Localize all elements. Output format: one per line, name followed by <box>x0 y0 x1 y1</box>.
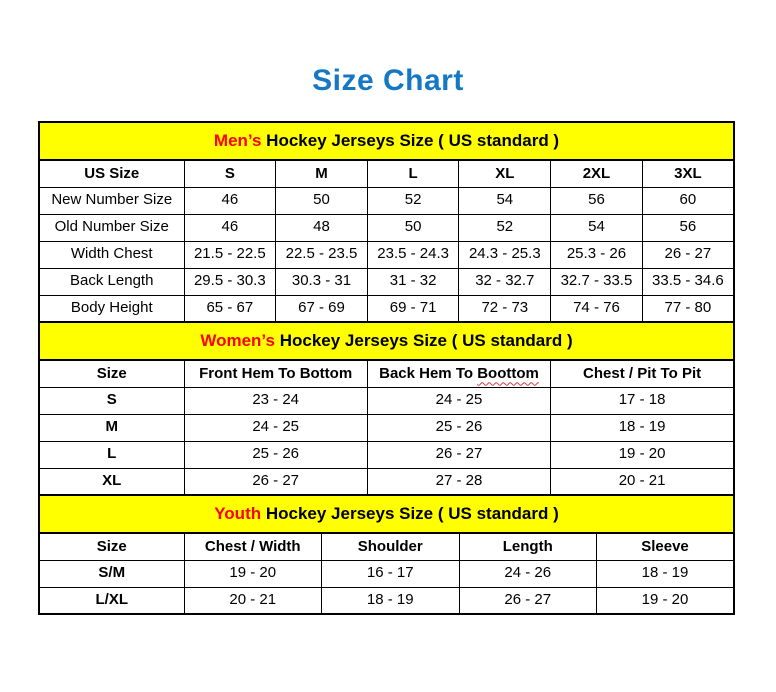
size-value-cell: 26 - 27 <box>642 241 734 268</box>
women-caption-highlight: Women’s <box>200 330 275 350</box>
row-label: M <box>39 414 184 441</box>
misspelled-word: Boottom <box>477 364 539 382</box>
size-value-cell: 48 <box>276 214 368 241</box>
table-row <box>39 241 734 268</box>
column-header: Chest / Pit To Pit <box>551 360 734 387</box>
size-value-cell: 54 <box>459 187 551 214</box>
women-section-caption <box>39 322 734 360</box>
women-caption-text: Hockey Jerseys Size ( US standard ) <box>274 330 573 350</box>
size-value-cell: 20 - 21 <box>184 587 322 614</box>
table-row <box>39 441 734 468</box>
size-value-cell: 17 - 18 <box>551 387 734 414</box>
column-header: Back Hem To Boottom <box>367 360 550 387</box>
size-value-cell: 26 - 27 <box>459 587 597 614</box>
row-label: Body Height <box>39 295 184 322</box>
column-header: Chest / Width <box>184 533 322 560</box>
men-caption-text: Hockey Jerseys Size ( US standard ) <box>261 130 560 150</box>
size-value-cell: 33.5 - 34.6 <box>642 268 734 295</box>
column-header: Size <box>39 533 184 560</box>
size-value-cell: 18 - 19 <box>597 560 735 587</box>
column-header: Size <box>39 360 184 387</box>
table-row <box>39 468 734 495</box>
column-header: S <box>184 160 276 187</box>
size-value-cell: 77 - 80 <box>642 295 734 322</box>
column-header: Shoulder <box>322 533 460 560</box>
youth-caption-text: Hockey Jerseys Size ( US standard ) <box>261 503 559 523</box>
table-row <box>39 414 734 441</box>
table-row <box>39 268 734 295</box>
size-value-cell: 56 <box>551 187 643 214</box>
size-value-cell: 54 <box>551 214 643 241</box>
size-value-cell: 31 - 32 <box>367 268 459 295</box>
row-label: New Number Size <box>39 187 184 214</box>
size-value-cell: 19 - 20 <box>597 587 735 614</box>
size-value-cell: 67 - 69 <box>276 295 368 322</box>
size-value-cell: 65 - 67 <box>184 295 276 322</box>
size-value-cell: 18 - 19 <box>322 587 460 614</box>
row-label: Width Chest <box>39 241 184 268</box>
youth-size-table <box>38 494 735 615</box>
column-header: 2XL <box>551 160 643 187</box>
row-label: L/XL <box>39 587 184 614</box>
column-header: Length <box>459 533 597 560</box>
size-value-cell: 18 - 19 <box>551 414 734 441</box>
column-header: XL <box>459 160 551 187</box>
size-value-cell: 69 - 71 <box>367 295 459 322</box>
size-value-cell: 25 - 26 <box>184 441 367 468</box>
size-value-cell: 29.5 - 30.3 <box>184 268 276 295</box>
size-value-cell: 56 <box>642 214 734 241</box>
table-row <box>39 560 734 587</box>
size-value-cell: 24 - 25 <box>184 414 367 441</box>
row-label: L <box>39 441 184 468</box>
size-value-cell: 25.3 - 26 <box>551 241 643 268</box>
men-size-table <box>38 121 735 323</box>
row-label: Back Length <box>39 268 184 295</box>
table-row <box>39 187 734 214</box>
table-row <box>39 214 734 241</box>
size-value-cell: 23 - 24 <box>184 387 367 414</box>
row-label: Old Number Size <box>39 214 184 241</box>
table-row <box>39 295 734 322</box>
size-value-cell: 16 - 17 <box>322 560 460 587</box>
size-value-cell: 21.5 - 22.5 <box>184 241 276 268</box>
table-row <box>39 387 734 414</box>
row-label: S <box>39 387 184 414</box>
size-value-cell: 50 <box>367 214 459 241</box>
size-value-cell: 74 - 76 <box>551 295 643 322</box>
size-value-cell: 30.3 - 31 <box>276 268 368 295</box>
row-label: XL <box>39 468 184 495</box>
size-value-cell: 46 <box>184 214 276 241</box>
size-value-cell: 72 - 73 <box>459 295 551 322</box>
size-value-cell: 19 - 20 <box>551 441 734 468</box>
column-header: US Size <box>39 160 184 187</box>
page-title: Size Chart <box>312 64 464 97</box>
size-value-cell: 26 - 27 <box>367 441 550 468</box>
column-header: Front Hem To Bottom <box>184 360 367 387</box>
size-value-cell: 60 <box>642 187 734 214</box>
size-value-cell: 24 - 26 <box>459 560 597 587</box>
column-header: M <box>276 160 368 187</box>
size-value-cell: 22.5 - 23.5 <box>276 241 368 268</box>
youth-caption-highlight: Youth <box>214 503 262 523</box>
size-value-cell: 27 - 28 <box>367 468 550 495</box>
size-value-cell: 23.5 - 24.3 <box>367 241 459 268</box>
size-value-cell: 26 - 27 <box>184 468 367 495</box>
size-value-cell: 52 <box>367 187 459 214</box>
size-value-cell: 20 - 21 <box>551 468 734 495</box>
size-value-cell: 32 - 32.7 <box>459 268 551 295</box>
size-value-cell: 32.7 - 33.5 <box>551 268 643 295</box>
men-caption-highlight: Men’s <box>213 130 262 150</box>
size-value-cell: 24.3 - 25.3 <box>459 241 551 268</box>
size-value-cell: 50 <box>276 187 368 214</box>
youth-header-row <box>39 533 734 560</box>
row-label: S/M <box>39 560 184 587</box>
women-header-row <box>39 360 734 387</box>
size-value-cell: 52 <box>459 214 551 241</box>
youth-section-caption <box>39 495 734 533</box>
size-value-cell: 25 - 26 <box>367 414 550 441</box>
column-header: 3XL <box>642 160 734 187</box>
column-header: L <box>367 160 459 187</box>
men-section-caption <box>39 122 734 160</box>
table-row <box>39 587 734 614</box>
column-header: Sleeve <box>597 533 735 560</box>
size-value-cell: 19 - 20 <box>184 560 322 587</box>
men-header-row <box>39 160 734 187</box>
size-value-cell: 24 - 25 <box>367 387 550 414</box>
size-value-cell: 46 <box>184 187 276 214</box>
women-size-table <box>38 321 735 496</box>
size-tables-container <box>38 121 735 615</box>
